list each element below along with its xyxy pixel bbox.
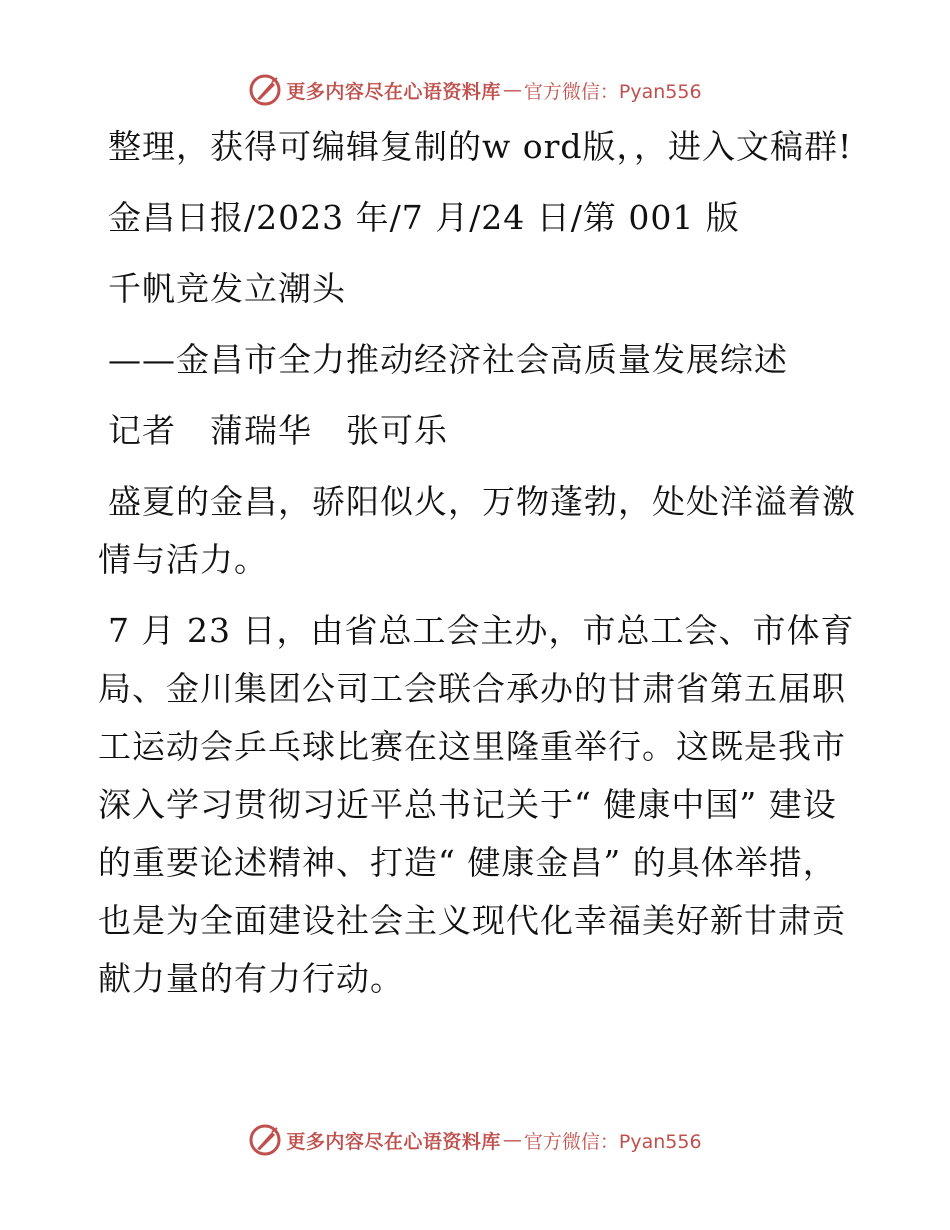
banner-wechat: 官方微信：Pyan556	[523, 1130, 702, 1153]
banner-separator: —	[502, 79, 522, 101]
byline: 记者 蒲瑞华 张可乐	[108, 411, 448, 450]
banner-separator: —	[502, 1129, 522, 1151]
banner-text: 更多内容尽在心语资料库	[286, 1130, 501, 1153]
banner-wechat: 官方微信：Pyan556	[523, 80, 702, 103]
intro-paragraph: 整理，获得可编辑复制的w ord版，，进入文稿群!	[108, 127, 853, 166]
article-title: 千帆竞发立潮头	[108, 269, 346, 308]
header-banner	[0, 70, 950, 110]
source-line: 金昌日报/2023 年/7 月/24 日/第 001 版	[108, 198, 740, 237]
quill-logo-icon	[248, 1123, 282, 1157]
banner-text: 更多内容尽在心语资料库	[286, 80, 501, 103]
body-paragraph-1: 盛夏的金昌，骄阳似火，万物蓬勃，处处洋溢着激情与活力。	[98, 482, 856, 579]
quill-logo-icon	[248, 73, 282, 107]
document-body	[98, 118, 858, 1021]
body-paragraph-2: 7 月 23 日，由省总工会主办，市总工会、市体育局、金川集团公司工会联合承办的甘肃省第五届职工运动会乒乓球比赛在这里隆重举行。这既是我市深入学习贯彻习近平总书记关于“ 健康中国” 建设的重要论述精神、打造“ 健康金昌” 的具体举措，也是为全面建设社会主义现代化幸福美好新甘肃贡献力量的有力行动。	[98, 611, 855, 998]
footer-banner	[0, 1120, 950, 1160]
article-subtitle: ——金昌市全力推动经济社会高质量发展综述	[108, 340, 788, 379]
